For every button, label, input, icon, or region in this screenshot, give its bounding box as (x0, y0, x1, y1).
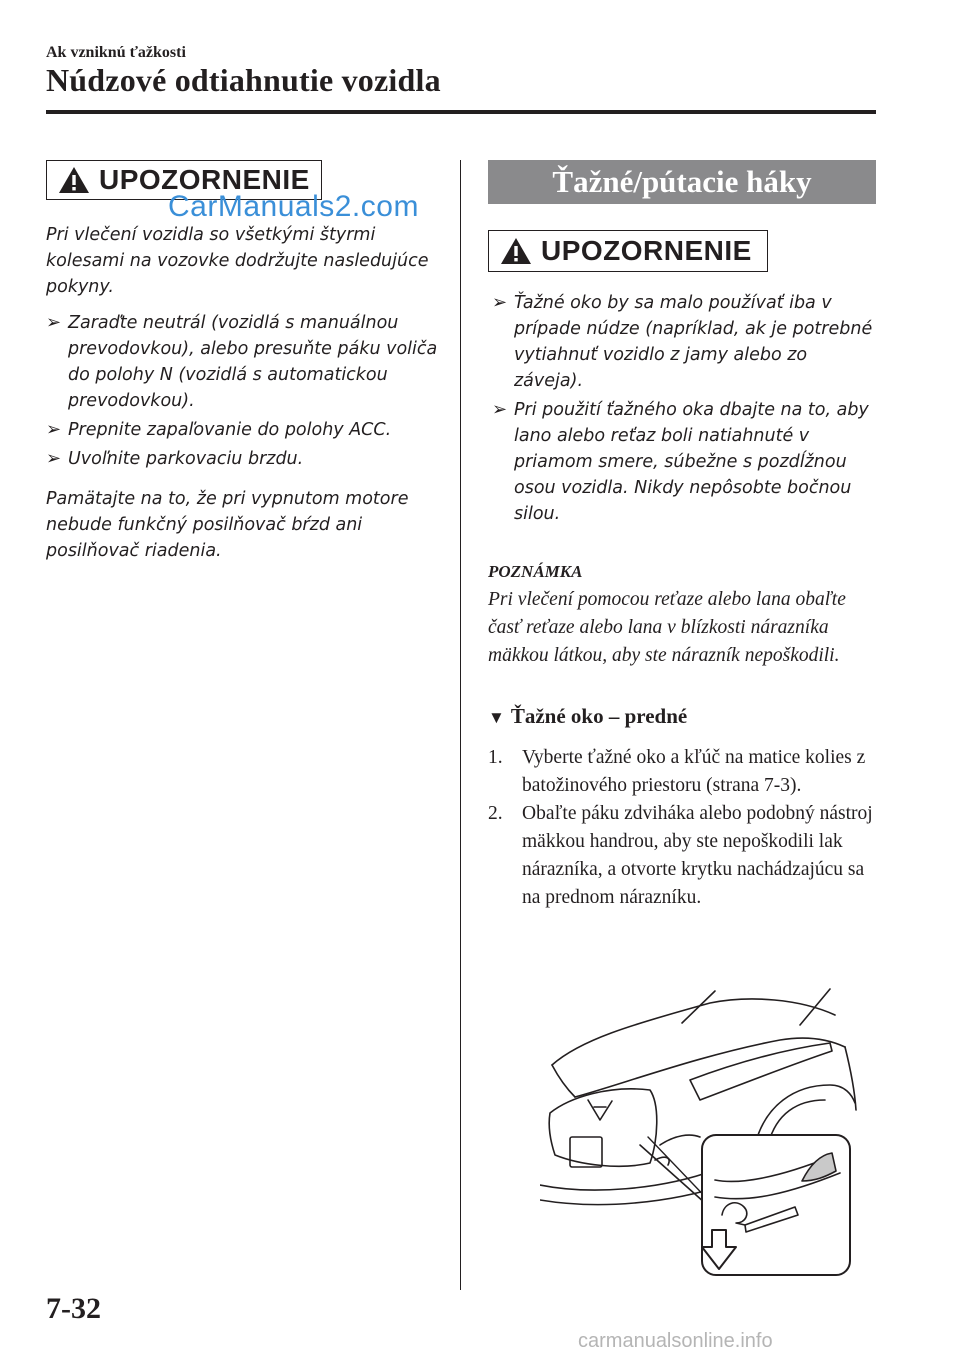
warning-triangle-icon (57, 165, 91, 195)
intro-paragraph: Pri vlečení vozidla so všetkými štyrmi kolesami na vozovke dodržujte nasledujúce pokyny. (46, 225, 429, 297)
bullet-text: Pri použití ťažného oka dbajte na to, aby lano alebo reťaz boli natiahnuté v priamom smere, súbežne s pozdĺžnou osou vozidla. Nikdy nepôsobte bočnou silou. (514, 400, 869, 524)
watermark-text: CarManuals2.com (168, 190, 419, 223)
arrowhead-bullet-icon: ➢ (492, 399, 508, 420)
bullet-text: Prepnite zapaľovanie do polohy ACC. (68, 420, 392, 440)
section-title: Ťažné/pútacie háky (552, 164, 812, 199)
warning-label: UPOZORNENIE (99, 164, 310, 195)
right-warning-body (492, 290, 876, 527)
arrowhead-bullet-icon: ➢ (46, 419, 62, 440)
footer-site: carmanualsonline.info (578, 1330, 773, 1352)
closing-paragraph: Pamätajte na to, že pri vypnutom motore nebude funkčný posilňovač bŕzd ani posilňovač riadenia. (46, 489, 409, 561)
step-number: 2. (488, 803, 503, 824)
step-text: Vyberte ťažné oko a kľúč na matice kolies z batožinového priestoru (strana 7-3). (522, 747, 866, 796)
list-item (492, 290, 876, 394)
arrowhead-bullet-icon: ➢ (46, 312, 62, 333)
warning-box-right (488, 230, 768, 272)
list-item (488, 800, 880, 912)
arrowhead-bullet-icon: ➢ (492, 292, 508, 313)
warning-label: UPOZORNENIE (541, 235, 752, 266)
car-front-tow-hook-illustration (540, 985, 860, 1280)
chapter-label: Ak vzniknú ťažkosti (46, 44, 186, 61)
list-item (488, 744, 880, 800)
left-warning-body (46, 222, 441, 564)
list-item (46, 417, 441, 443)
bullet-text: Uvoľnite parkovaciu brzdu. (68, 449, 304, 469)
list-item (492, 397, 876, 527)
note-heading: POZNÁMKA (488, 562, 583, 581)
step-text: Obaľte páku zdviháka alebo podobný nástroj mäkkou handrou, aby ste nepoškodili lak nárazníka, a otvorte krytku nachádzajúcu sa na prednom nárazníku. (522, 803, 873, 908)
note-block (488, 558, 880, 670)
arrowhead-bullet-icon: ➢ (46, 448, 62, 469)
page-title: Núdzové odtiahnutie vozidla (46, 62, 441, 98)
header-rule (46, 110, 876, 114)
list-item (46, 310, 441, 414)
page-number: 7-32 (46, 1292, 101, 1325)
warning-triangle-icon (499, 236, 533, 266)
triangle-down-icon: ▼ (488, 708, 505, 727)
section-title-bar (488, 160, 876, 204)
subheading-text: Ťažné oko – predné (510, 704, 688, 728)
note-text: Pri vlečení pomocou reťaze alebo lana obaľte časť reťaze alebo lana v blízkosti nárazníka mäkkou látkou, aby ste nárazník nepoškodili. (488, 589, 846, 666)
step-number: 1. (488, 747, 503, 768)
steps-list (488, 744, 880, 912)
bullet-text: Zaraďte neutrál (vozidlá s manuálnou prevodovkou), alebo presuňte páku voliča do polohy N (vozidlá s automatickou prevodovkou). (68, 313, 438, 411)
list-item (46, 446, 441, 472)
subheading (488, 704, 687, 729)
column-divider (460, 160, 461, 1290)
bullet-text: Ťažné oko by sa malo používať iba v prípade núdze (napríklad, ak je potrebné vytiahnuť vozidlo z jamy alebo zo záveja). (514, 293, 873, 391)
